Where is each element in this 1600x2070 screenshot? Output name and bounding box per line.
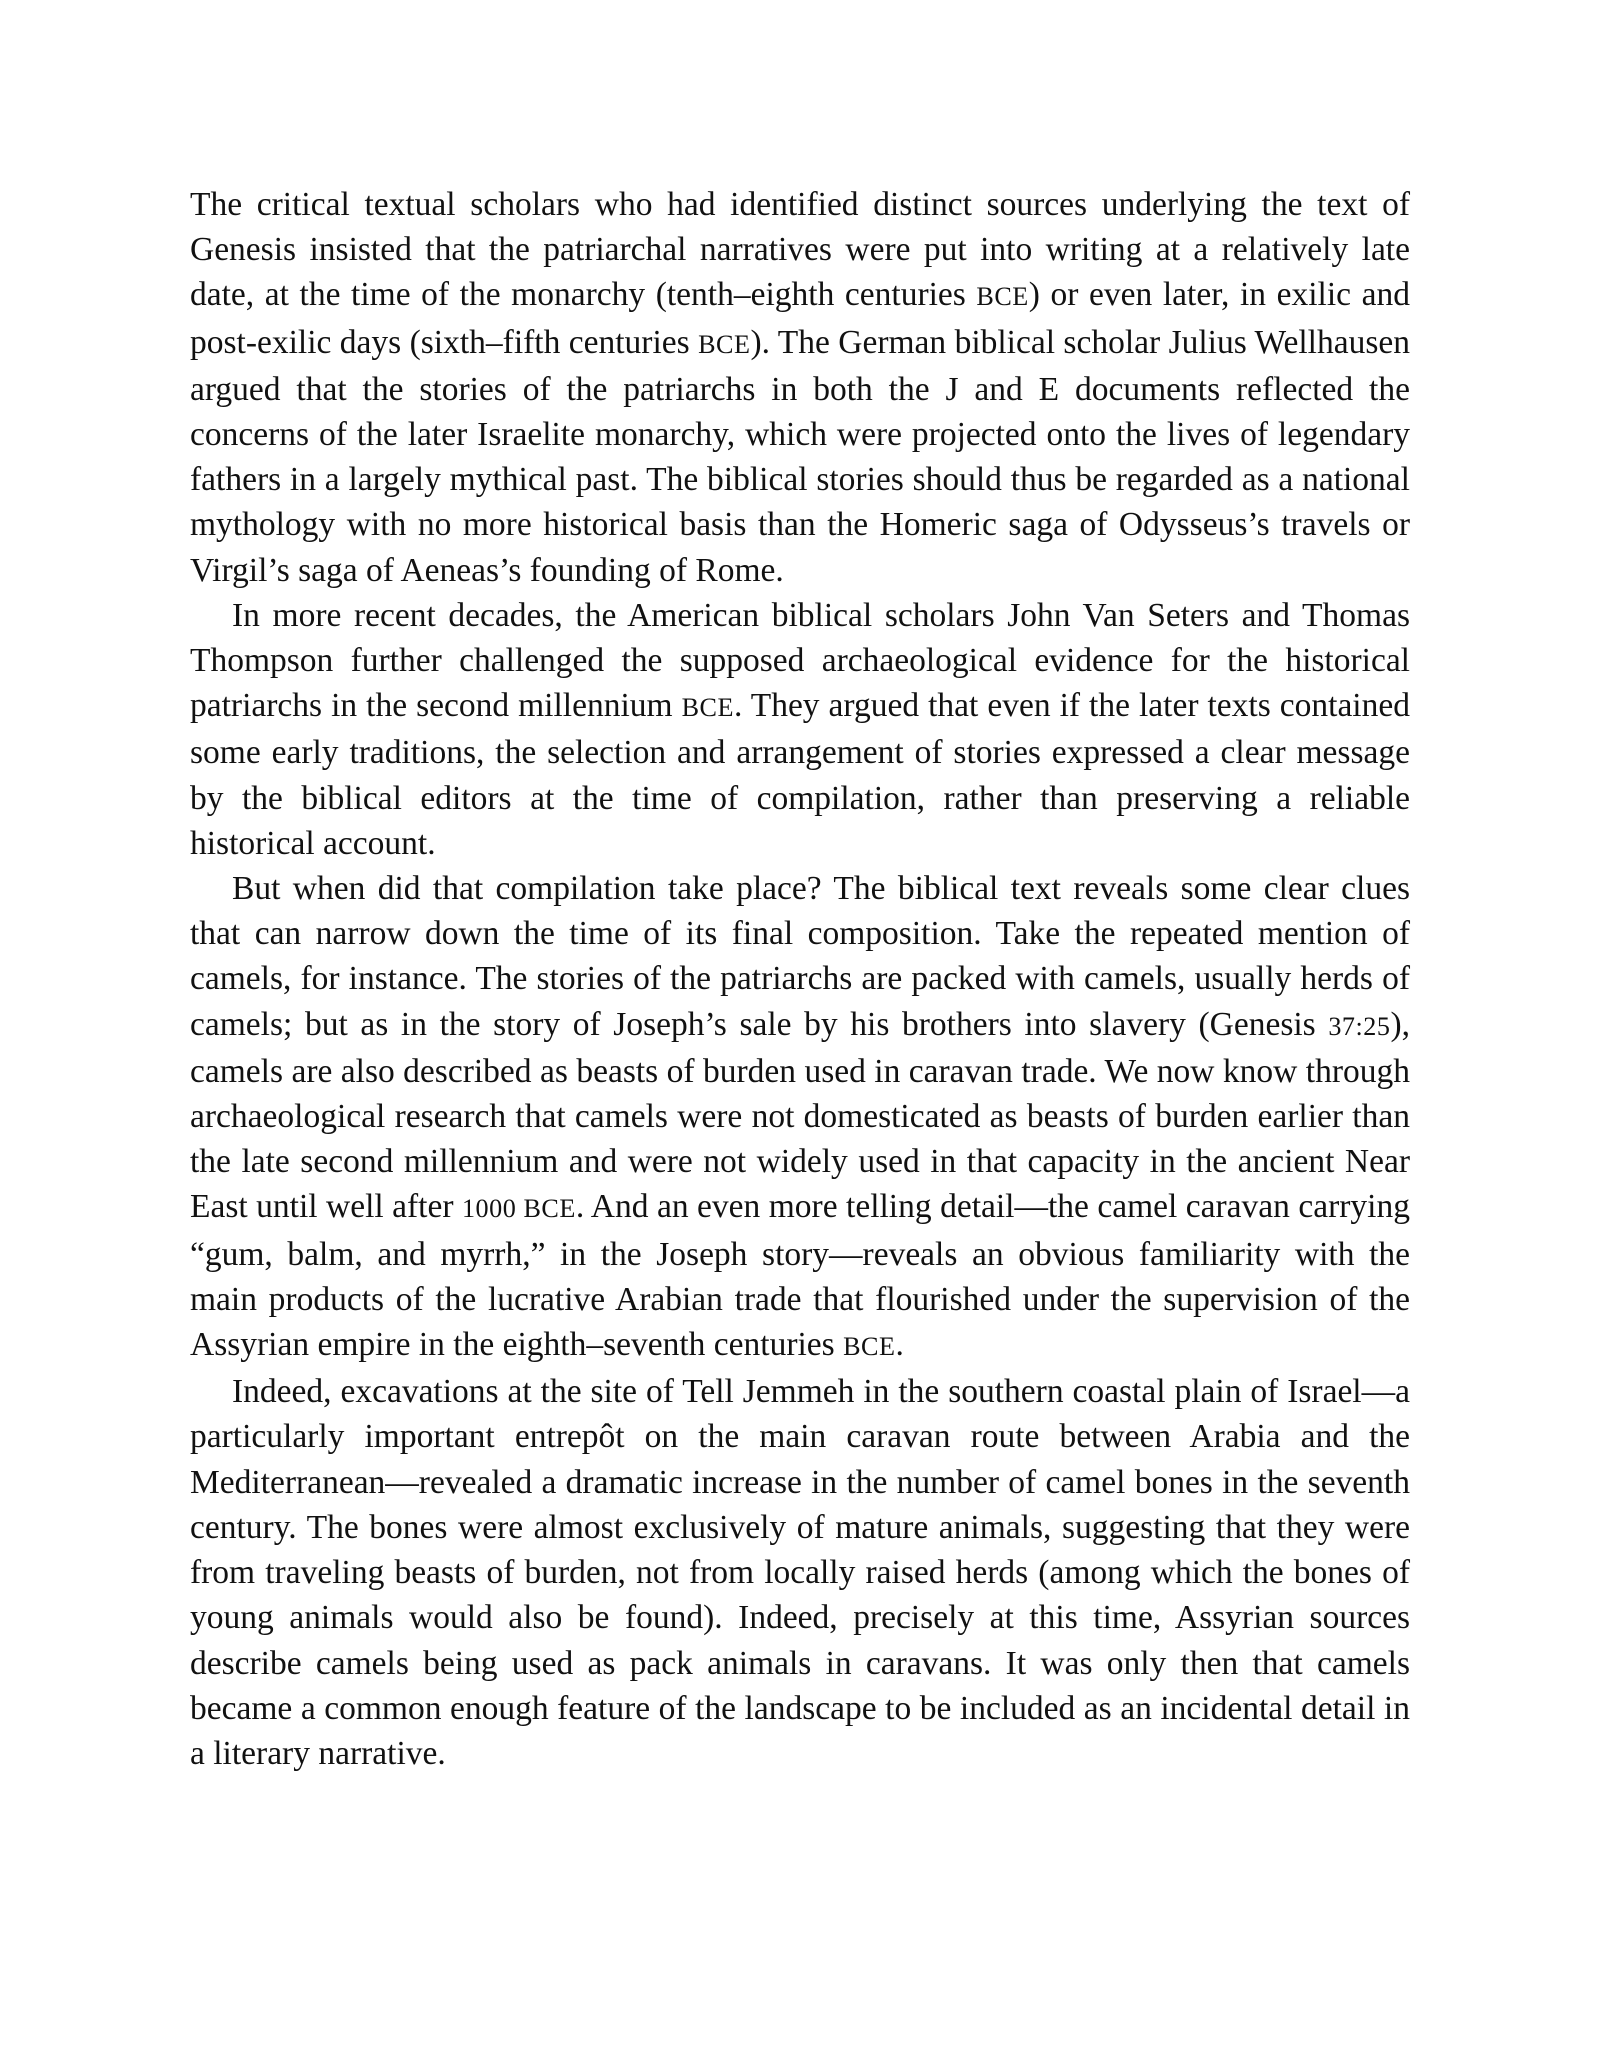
paragraph-4: [190, 1369, 1410, 1776]
text-segment: But when did that compilation take place? The biblical text reveals some clear clues that can narrow down the time of its final composition. Take the repeated mention of camels, for instance. The stories of the patriarchs are packed with camels, usually herds of camels; but as in the story of Joseph’s sale by his brothers into slavery (Genesis: [190, 870, 1410, 1043]
text-segment: In more recent decades, the American biblical scholars John Van Seters and Thomas Thompson further challenged the supposed archaeological evidence for the historical patriarchs in the second millennium: [190, 596, 1410, 725]
paragraph-2: [190, 593, 1410, 866]
era-abbreviation: BCE: [698, 329, 751, 359]
paragraph-1: [190, 182, 1410, 593]
text-segment: ), camels are also described as beasts of burden used in caravan trade. We now know through archaeological research that camels were not domesticated as beasts of burden earlier than the late second millennium and were not widely used in that capacity in the ancient Near East until well after: [190, 1005, 1410, 1226]
verse-reference: 37:25: [1328, 1011, 1391, 1041]
text-segment: ). The German biblical scholar Julius Wellhausen argued that the stories of the patriarchs in both the J and E documents reflected the concerns of the later Israelite monarchy, which were projected onto the lives of legendary fathers in a largely mythical past. The biblical stories should thus be regarded as a national mythology with no more historical basis than the Homeric saga of Odysseus’s travels or Virgil’s saga of Aeneas’s founding of Rome.: [190, 323, 1411, 589]
paragraph-3: [190, 866, 1410, 1369]
date-reference: 1000 BCE: [461, 1194, 576, 1224]
text-segment: .: [895, 1326, 904, 1364]
era-abbreviation: BCE: [681, 693, 734, 723]
text-segment: The critical textual scholars who had identified distinct sources underlying the text of Genesis insisted that the patriarchal narratives were put into writing at a relatively late date, at the time of the monarchy (tenth–eighth centuries: [190, 186, 1410, 314]
page-body: [190, 182, 1410, 1776]
era-abbreviation: BCE: [843, 1332, 896, 1362]
text-segment: Indeed, excavations at the site of Tell Jemmeh in the southern coastal plain of Israel—a particularly important entrepôt on the main caravan route between Arabia and the Mediterranean—revealed a dramatic increase in the number of camel bones in the seventh century. The bones were almost exclusively of mature animals, suggesting that they were from traveling beasts of burden, not from locally raised herds (among which the bones of young animals would also be found). Indeed, precisely at this time, Assyrian sources describe camels being used as pack animals in caravans. It was only then that camels became a common enough feature of the landscape to be included as an incidental detail in a literary narrative.: [190, 1373, 1410, 1772]
era-abbreviation: BCE: [976, 282, 1029, 312]
text-segment: . And an even more telling detail—the camel caravan carrying “gum, balm, and myrrh,” in the Joseph story—reveals an obvious familiarity with the main products of the lucrative Arabian trade that flourished under the supervision of the Assyrian empire in the eighth–seventh centuries: [190, 1188, 1410, 1364]
text-segment: . They argued that even if the later texts contained some early traditions, the selection and arrangement of stories expressed a clear message by the biblical editors at the time of compilation, rather than preserving a reliable historical account.: [190, 687, 1410, 862]
text-segment: ) or even later, in exilic and post-exilic days (sixth–fifth centuries: [190, 276, 1410, 361]
